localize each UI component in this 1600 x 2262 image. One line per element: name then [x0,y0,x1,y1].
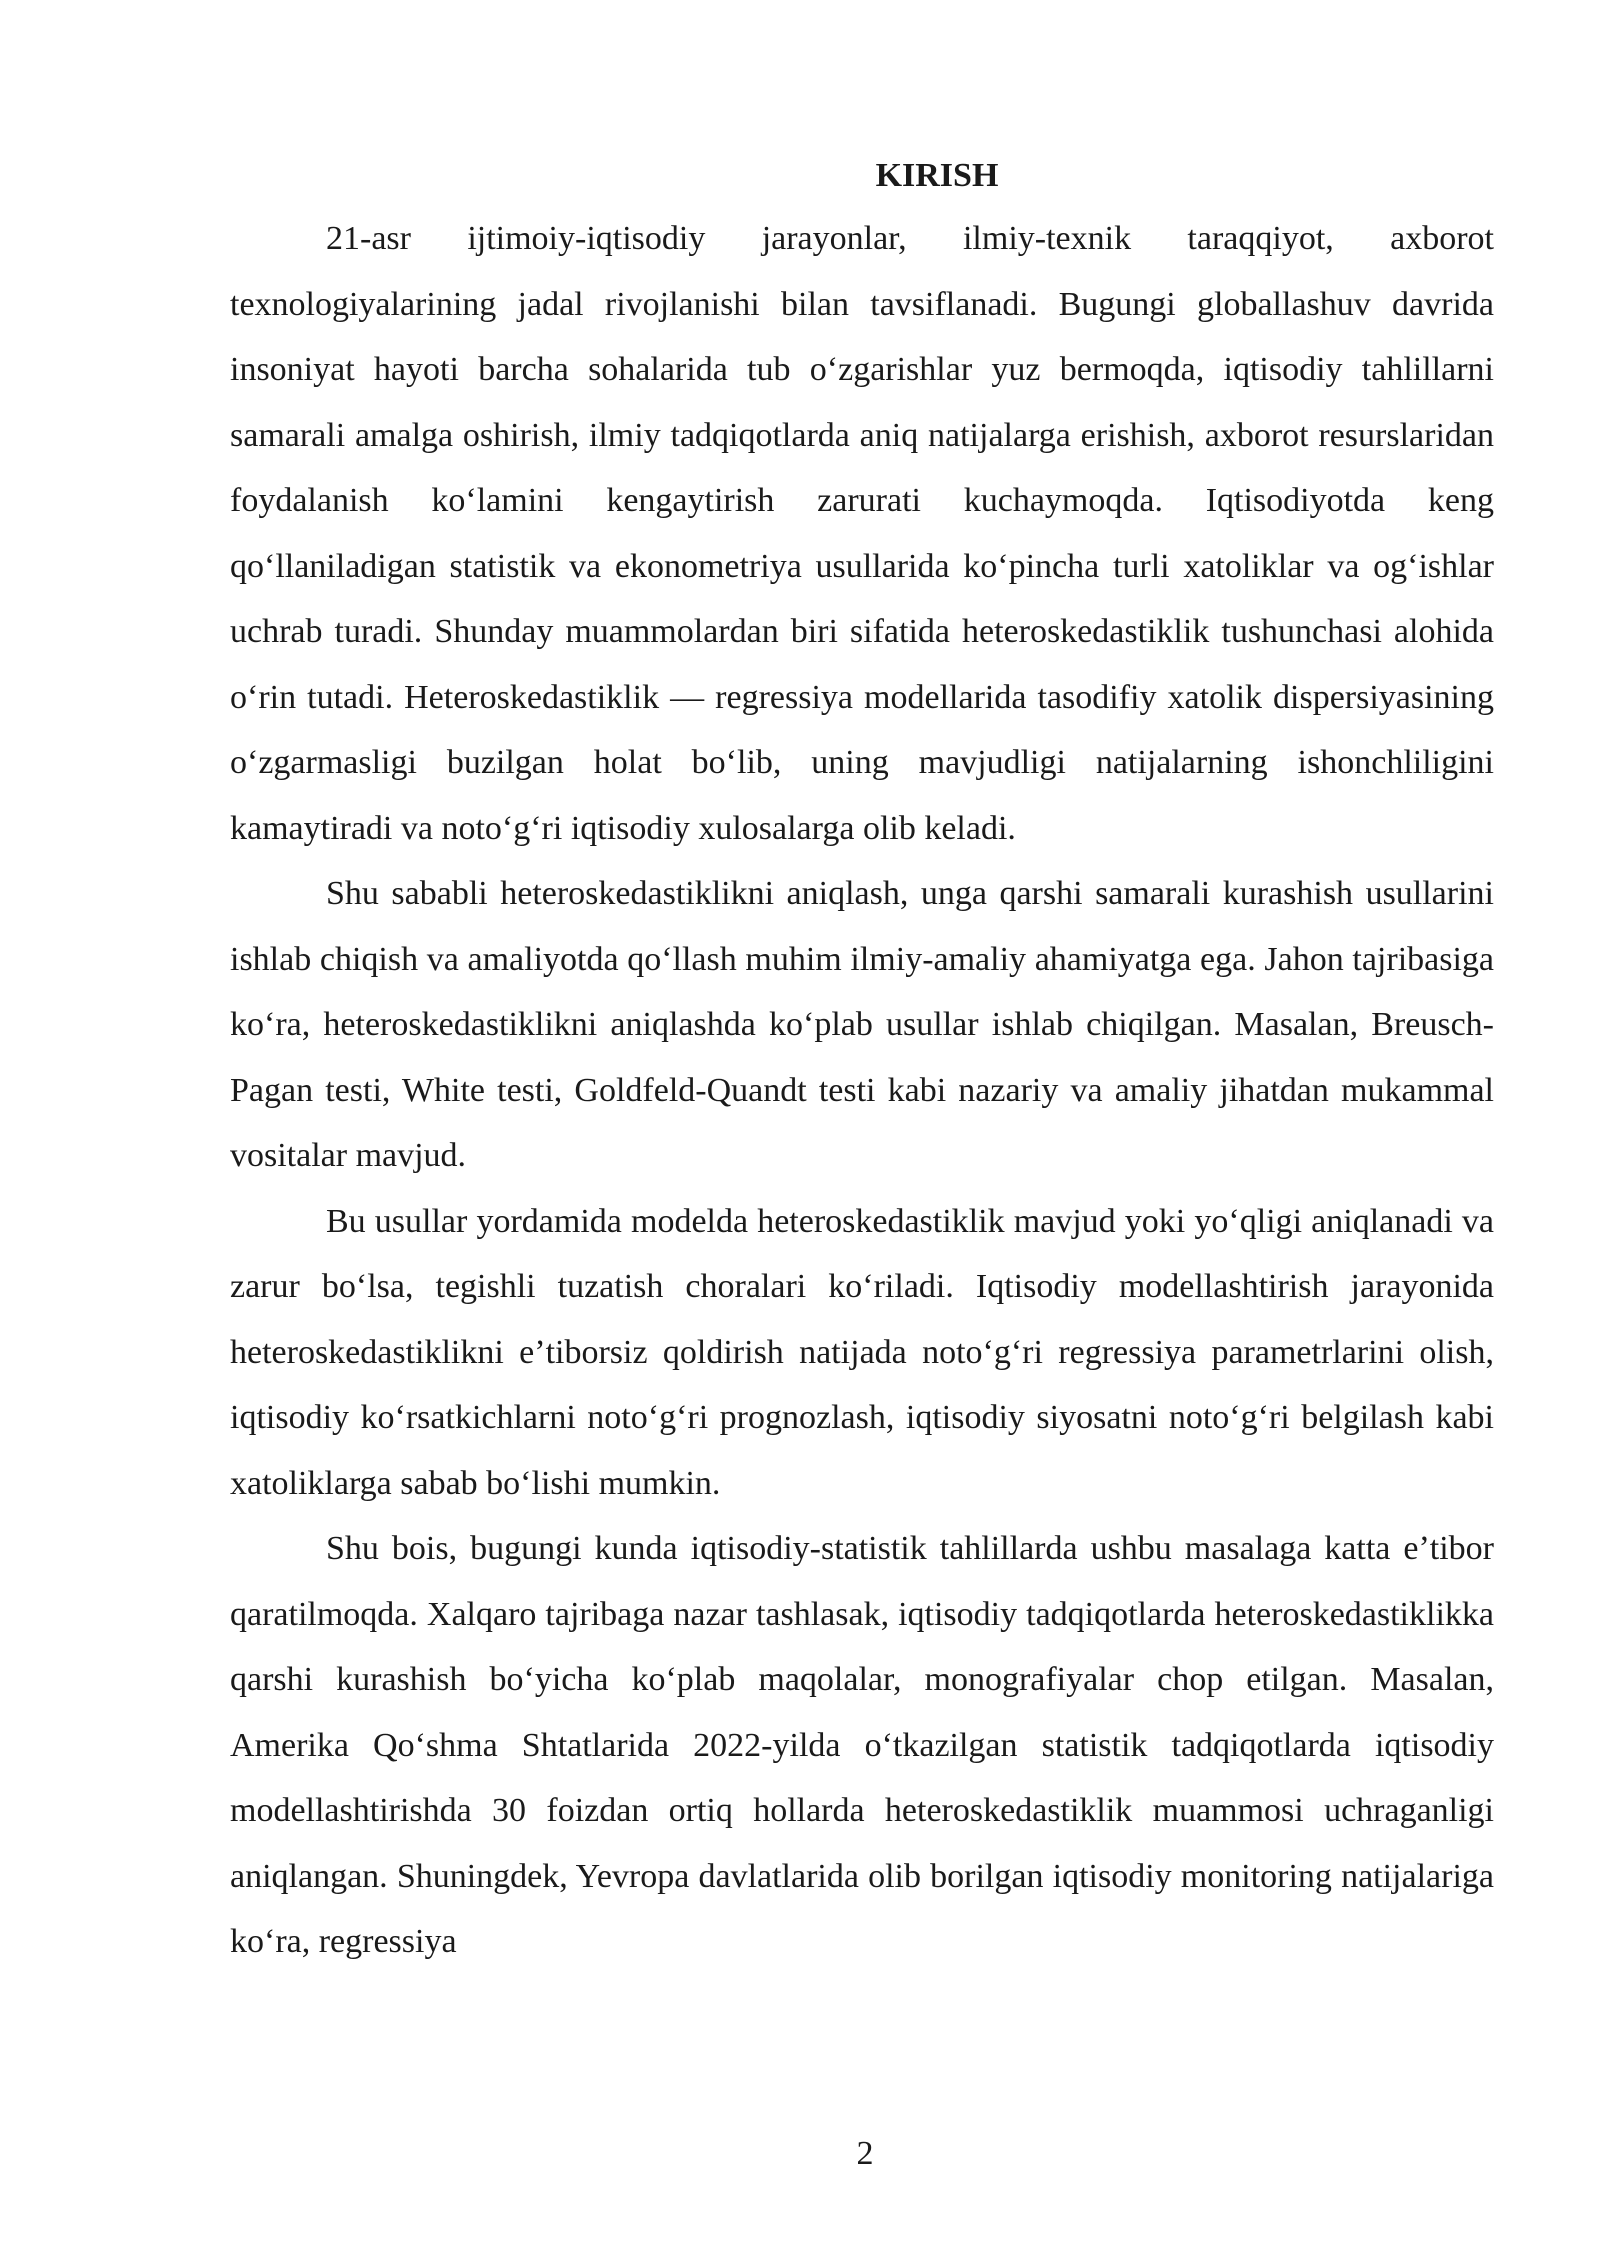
page-number: 2 [856,2135,874,2172]
section-heading: KIRISH [875,157,999,194]
paragraph-2: Shu sababli heteroskedastiklikni aniqlash, unga qarshi samarali kurashish usullarini ishlab chiqish va amaliyotda qoʻllash muhim ilmiy-amaliy ahamiyatga ega. Jahon tajribasiga koʻra, heteroskedastiklikni aniqlashda koʻplab usullar ishlab chiqilgan. Masalan, Breusch-Pagan testi, White testi, Goldfeld-Quandt testi kabi nazariy va amaliy jihatdan mukammal vositalar mavjud. [230,875,1494,1174]
paragraph-1: 21-asr ijtimoiy-iqtisodiy jarayonlar, ilmiy-texnik taraqqiyot, axborot texnologiyalarining jadal rivojlanishi bilan tavsiflanadi. Bugungi globallashuv davrida insoniyat hayoti barcha sohalarida tub oʻzgarishlar yuz bermoqda, iqtisodiy tahlillarni samarali amalga oshirish, ilmiy tadqiqotlarda aniq natijalarga erishish, axborot resurslaridan foydalanish koʻlamini kengaytirish zarurati kuchaymoqda. Iqtisodiyotda keng qoʻllaniladigan statistik va ekonometriya usullarida koʻpincha turli xatoliklar va ogʻishlar uchrab turadi. Shunday muammolardan biri sifatida heteroskedastiklik tushunchasi alohida oʻrin tutadi. Heteroskedastiklik — regressiya modellarida tasodifiy xatolik dispersiyasining oʻzgarmasligi buzilgan holat boʻlib, uning mavjudligi natijalarning ishonchliligini kamaytiradi va notoʻgʻri iqtisodiy xulosalarga olib keladi. [230,220,1494,847]
paragraph-3: Bu usullar yordamida modelda heteroskedastiklik mavjud yoki yoʻqligi aniqlanadi va zarur boʻlsa, tegishli tuzatish choralari koʻriladi. Iqtisodiy modellashtirish jarayonida heteroskedastiklikni eʼtiborsiz qoldirish natijada notoʻgʻri regressiya parametrlarini olish, iqtisodiy koʻrsatkichlarni notoʻgʻri prognozlash, iqtisodiy siyosatni notoʻgʻri belgilash kabi xatoliklarga sabab boʻlishi mumkin. [230,1202,1494,1502]
paragraph-4: Shu bois, bugungi kunda iqtisodiy-statistik tahlillarda ushbu masalaga katta eʼtibor qaratilmoqda. Xalqaro tajribaga nazar tashlasak, iqtisodiy tadqiqotlarda heteroskedastiklikka qarshi kurashish boʻyicha koʻplab maqolalar, monografiyalar chop etilgan. Masalan, Amerika Qoʻshma Shtatlarida 2022-yilda oʻtkazilgan statistik tadqiqotlarda iqtisodiy modellashtirishda 30 foizdan ortiq hollarda heteroskedastiklik muammosi uchraganligi aniqlangan. Shuningdek, Yevropa davlatlarida olib borilgan iqtisodiy monitoring natijalariga koʻra, regressiya [230,1530,1494,1960]
page-body [230,150,1494,1975]
